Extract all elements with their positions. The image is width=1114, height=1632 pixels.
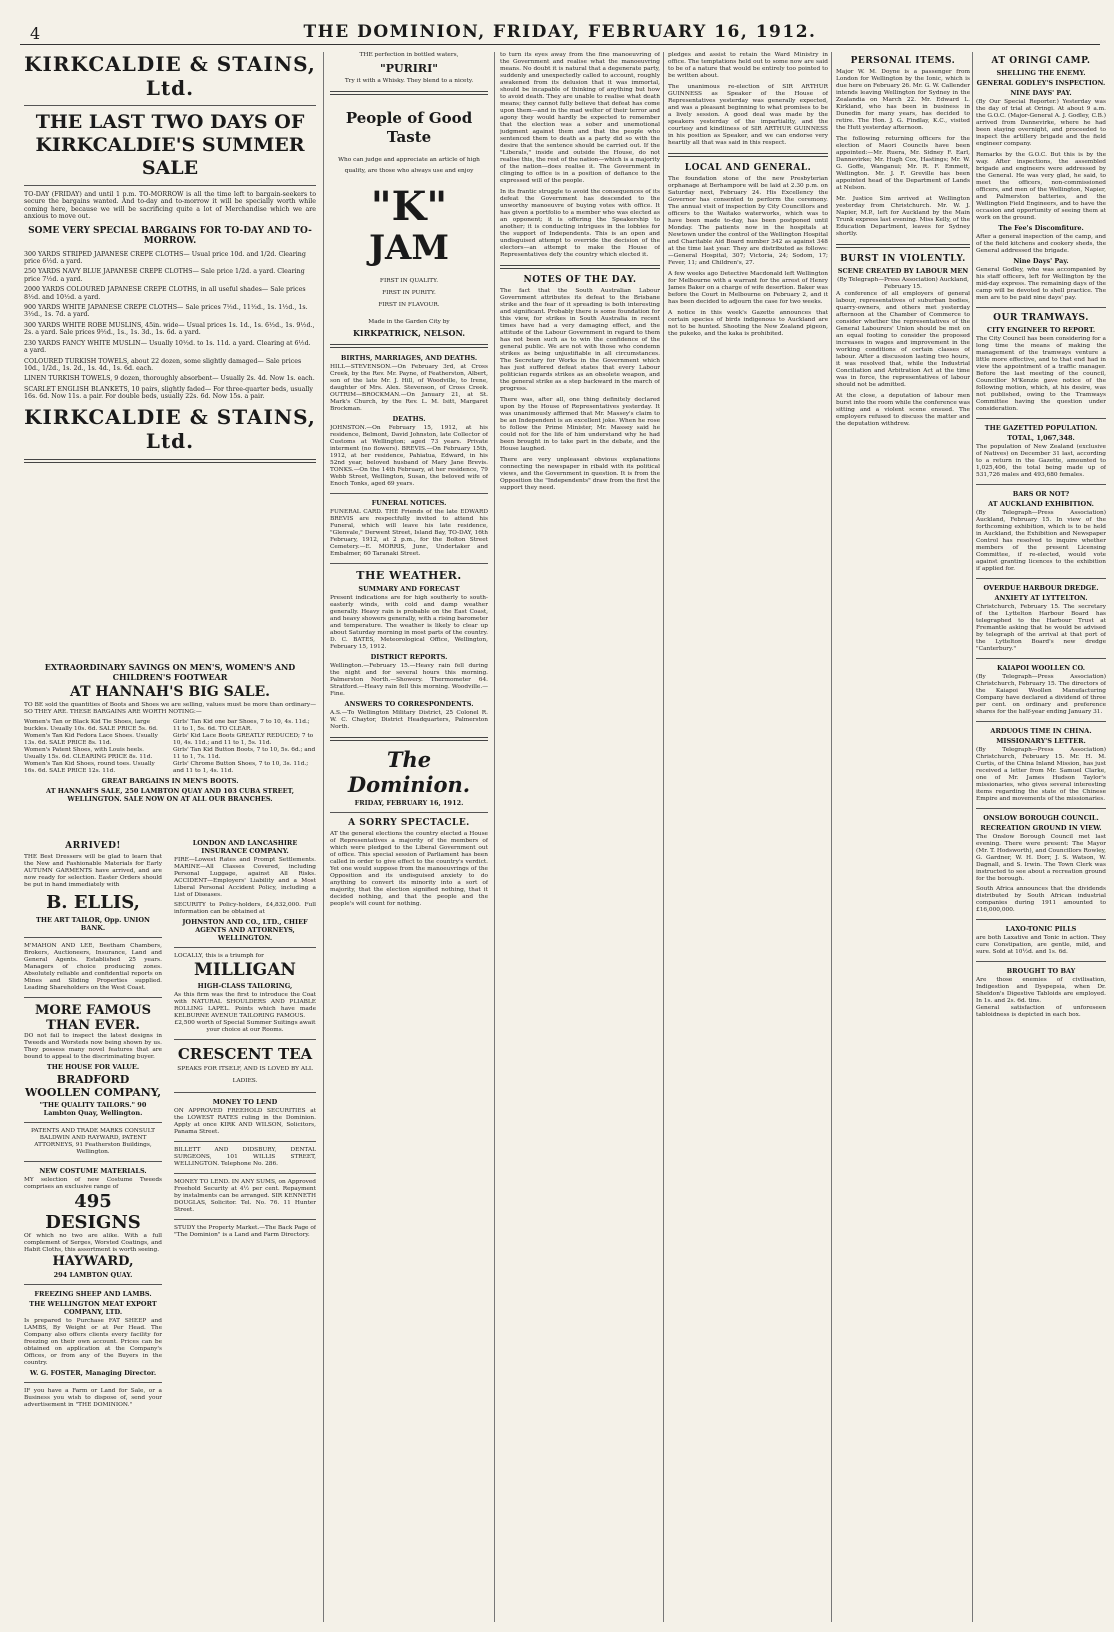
burst-subheading: SCENE CREATED BY LABOUR MEN xyxy=(837,267,969,275)
foster-signature: W. G. FOSTER, Managing Director. xyxy=(29,1369,157,1377)
brought-text: General satisfaction of unforeseen tabloidness is depicted in each box. xyxy=(976,1005,1106,1018)
bargain-item: LINEN TURKISH TOWELS, 9 dozen, thoroughly absorbent— Usually 2s. 4d. Now 1s. each. xyxy=(24,375,315,383)
weather-text: Present indications are for high southerly to south-easterly winds, with cold and damp weather generally. Heavy rain is probable on the East Coast, and heavy showers generally, with a rising barometer and temperature. The weather is likely to clear up about Saturday morning in most parts of the country. D. C. BATES, Meteorological Office, Wellington, February 15, 1912. xyxy=(330,595,488,650)
notes-tail: There are very unpleasant obvious explanations connecting the newspaper in ribald with its political views, and the Government in question. It is from the Opposition the "Independents" draw from the first the support they need. xyxy=(500,457,660,491)
house-for-value: THE HOUSE FOR VALUE. xyxy=(46,1063,140,1071)
divider xyxy=(174,1173,316,1174)
arrived-heading: ARRIVED! xyxy=(65,841,121,851)
first-list xyxy=(330,275,488,311)
local-heading: LOCAL AND GENERAL. xyxy=(684,163,812,173)
laxo-text: are both Laxative and Tonic in action. They cure Constipation, are gentle, mild, and sure. Sold at 10½d. and 1s. 6d. xyxy=(976,935,1106,955)
dredge-subheading: ANXIETY AT LYTTELTON. xyxy=(994,594,1088,602)
page-number: 4 xyxy=(30,24,41,43)
brought-heading: BROUGHT TO BAY xyxy=(1006,967,1076,975)
oringi-text: General Godley, who was accompanied by his staff officers, left for Wellington by the mid-day express. The remaining days of the camp will be devoted to shell practice. The men are to be paid nine days' pay. xyxy=(976,267,1106,301)
answers-text: A.S.—To Wellington Military District, 25 Colonel R. W. C. Chaytor, District Headquarters, Palmerston North. xyxy=(330,710,488,730)
hannah-price-lists xyxy=(24,719,316,775)
burst-text: A conference of all employers of general labour, representatives of suburban bodies, quarry-owners, and others met yesterday afternoon at the Chamber of Commerce to consider whether the representatives of the General Labourers' Union should be met on an equal footing to consider the proposed increases in wages and improvement in the working conditions of certain classes of labour. After a discussion lasting two hours, it was resolved that, while the Industrial Conciliation and Arbitration Act at the time was in force, the representatives of labour should not be admitted. xyxy=(836,291,970,388)
bargain-list xyxy=(24,251,316,401)
page-title: THE DOMINION, FRIDAY, FEBRUARY 16, 1912. xyxy=(303,22,817,42)
bargain-heading: SOME VERY SPECIAL BARGAINS FOR TO-DAY AND TO-MORROW. xyxy=(28,225,312,246)
mahon-lee-ad: M'MAHON AND LEE, Beetham Chambers, Brokers, Auctioneers, Insurance, Land and General Agents. Established 25 years. Managers of choice producing zones. Absolutely reliable and confidential reports on Mines and Sliding Properties supplied. Leading Shareholders on the West Coast. xyxy=(24,943,162,991)
divider xyxy=(174,947,316,948)
divider xyxy=(976,721,1106,722)
divider xyxy=(330,563,488,564)
meat-export-name: THE WELLINGTON MEAT EXPORT COMPANY, LTD. xyxy=(29,1300,157,1316)
africa-text: South Africa announces that the dividends distributed by South African industrial companies during 1911 amounted to £16,000,000. xyxy=(976,886,1106,913)
bargain-item: 230 YARDS FANCY WHITE MUSLIN— Usually 10½d. to 1s. 11d. a yard. Clearing at 6½d. a yard. xyxy=(24,339,311,355)
money-text: ON APPROVED FREEHOLD SECURITIES at the LOWEST RATES ruling in the Dominion. Apply at once KIRK AND WILSON, Solicitors, Panama Street. xyxy=(174,1108,316,1135)
divider xyxy=(836,244,970,248)
hannah-footer: AT HANNAH'S SALE, 250 LAMBTON QUAY AND 103 CUBA STREET, WELLINGTON. SALE NOW ON AT ALL OUR BRANCHES. xyxy=(46,787,294,803)
china-heading: ARDUOUS TIME IN CHINA. xyxy=(990,727,1092,735)
weather-heading: THE WEATHER. xyxy=(356,569,462,582)
masthead xyxy=(20,22,1100,45)
column-rule xyxy=(323,52,324,1622)
marriages-text: HILL—STEVENSON.—On February 3rd, at Cross Creek, by the Rev. Mr. Payne, of Featherston, Albert, son of the late Mr. J. Hill, of Woodville, to Irene, daughter of Mrs. Alex. Stevenson, of Cross Creek. OUTRIM—BROCKMAN.—On January 21, at St. Mark's Church, by the Rev. L. M. Isitt, Margaret Brockman. xyxy=(330,364,488,412)
answers-heading: ANSWERS TO CORRESPONDENTS. xyxy=(344,700,474,708)
column-advertisements xyxy=(24,52,316,1622)
more-famous-heading: MORE FAMOUS THAN EVER. xyxy=(35,1003,151,1033)
price-item: Women's Tan Kid Shoes, round toes. Usually 16s. 6d. SALE PRICE 12s. 11d. xyxy=(24,761,155,774)
gazetted-text: The population of New Zealand (exclusive of Natives) on December 31 last, according to a return in the Gazette, amounted to 1,025,406, the total being made up of 531,726 males and 493,680 females. xyxy=(976,444,1106,478)
divider xyxy=(24,1284,162,1285)
bargain-item: COLOURED TURKISH TOWELS, about 22 dozen, some slightly damaged— Sale prices 10d., 1/2d., 1s. 2d., 1s. 4d., 1s. 6d. each. xyxy=(24,357,302,372)
small-ads-right xyxy=(174,837,316,1239)
freezing-heading: FREEZING SHEEP AND LAMBS. xyxy=(34,1290,152,1298)
puriri-text: Try it with a Whisky. They blend to a nicety. xyxy=(344,78,474,84)
divider xyxy=(330,344,488,348)
fee-heading: The Fee's Discomfiture. xyxy=(998,224,1084,232)
burst-dateline: (By Telegraph—Press Association) Auckland, February 15. xyxy=(837,277,969,290)
designs-count: 495 DESIGNS xyxy=(45,1191,141,1233)
divider xyxy=(976,307,1106,308)
meat-export-text: Is prepared to Purchase FAT SHEEP and LAMBS, By Weight or at Per Head. The Company also offers clients every facility for freezing on their own account. Prices can be obtained on application at the Company's Offices, or from any of the Buyers in the country. xyxy=(24,1318,162,1366)
bargain-item: 2000 YARDS COLOURED JAPANESE CREPE CLOTHS, in all useful shades— Sale prices 8½d. and 10½d. a yard. xyxy=(24,286,306,301)
divider xyxy=(174,1141,316,1142)
bradford-name: BRADFORD WOOLLEN COMPANY, xyxy=(24,1073,162,1099)
notes-heading: NOTES OF THE DAY. xyxy=(523,275,637,285)
taste-heading: People of Good Taste xyxy=(345,109,473,146)
editorial-paragraph: In its frantic struggle to avoid the consequences of its defeat the Government has descended to the unworthy manoeuvre of buying votes with office. It has given a portfolio to a member who was elected as an opponent; it is offering the Speakership to another; it is conducting intrigues in the lobbies for the support of Independents. This is an open and undisguised attempt to override the decision of the electors—an attempt to make the House of Representatives defy the country which elected it. xyxy=(500,189,660,258)
milligan-name: MILLIGAN xyxy=(194,960,296,980)
column-local-news xyxy=(668,52,828,1622)
sorry-text: AT the general elections the country elected a House of Representatives a majority of the members of which were pledged to the Liberal Government out of office. This special session of Parliament has been called in order to give effect to the country's verdict. Yet one would suppose from the manoeuvrings of the Opposition and its undisguised anxiety to do anything to convert its minority into a sort of majority, that the election signified nothing, that it decided nothing, and that the people and the people's will count for nothing. xyxy=(330,831,488,907)
farm-for-sale-ad: IF you have a Farm or Land for Sale, or a Business you wish to dispose of, send your advertisement in "THE DOMINION." xyxy=(24,1388,162,1408)
divider xyxy=(976,961,1106,962)
sale-headline: THE LAST TWO DAYS OF KIRKCALDIE'S SUMMER SALE xyxy=(35,111,305,179)
first-item: FIRST IN PURITY. xyxy=(382,290,436,296)
arrived-text: THE Best Dressers will be glad to learn that the New and Fashionable Materials for Early AUTUMN GARMENTS have arrived, and are now ready for selection. Easter Orders should be put in hand immediately with xyxy=(24,854,162,888)
sale-intro: TO-DAY (FRIDAY) and until 1 p.m. TO-MORROW is all the time left to bargain-seekers to secure the bargains wanted. And to-day and to-morrow it will be specially worth while coming here, because we will be sacrificing quite a lot of Merchandise which we are anxious to move out. xyxy=(24,191,316,221)
divider xyxy=(976,484,1106,485)
china-text: (By Telegraph—Press Association) Christchurch, February 15. Mr. H. M. Curtis, of the China Inland Mission, has just received a letter from Mr. Samuel Clarke, one of Mr. James Hudson Taylor's missionaries, who gives several interesting items regarding the state of the Chinese Empire and movements of the missionaries. xyxy=(976,747,1106,802)
deaths-heading: DEATHS. xyxy=(392,415,426,423)
milligan-sub: HIGH-CLASS TAILORING, xyxy=(197,982,293,990)
ellis-address: THE ART TAILOR, Opp. UNION BANK. xyxy=(36,916,150,932)
column-personal xyxy=(836,52,970,1622)
column-news-right xyxy=(976,52,1106,1622)
hayward-name: HAYWARD, xyxy=(52,1254,134,1269)
column-editorial-left xyxy=(330,52,488,1622)
ellis-name: B. ELLIS, xyxy=(46,892,140,913)
divider xyxy=(976,418,1106,419)
designs-text: Of which no two are alike. With a full complement of Serges, Worsted Coatings, and Habit Cloths, this assortment is worth seeing. xyxy=(24,1233,162,1253)
divider xyxy=(976,578,1106,579)
ad-firm-name: KIRKCALDIE & STAINS, Ltd. xyxy=(24,404,316,453)
divider xyxy=(976,808,1106,809)
onslow-subheading: RECREATION GROUND IN VIEW. xyxy=(980,824,1102,832)
district-heading: DISTRICT REPORTS. xyxy=(370,653,448,661)
jam-brand: JAM xyxy=(368,228,450,268)
divider xyxy=(174,1092,316,1093)
local-text: The foundation stone of the new Presbyterian orphanage at Berhampore will be laid at 2.30 p.m. on Saturday next, February 24. His Excellency the Governor has consented to perform the ceremony. The annual visit of inspection by City Councillors and officers to the Waitako waterworks, which was to have been made to-day, has been postponed until Monday. The patients now in the hospitals at Newtown under the control of the Wellington Hospital and Charitable Aid Board number 342 as against 348 at the time last year. They are distributed as follows:—General Hospital, 307; Victoria, 24; Sodom, 17; Fever, 11; and Children's, 27. xyxy=(668,176,828,266)
johnston-agents: JOHNSTON AND CO., LTD., CHIEF AGENTS AND ATTORNEYS, WELLINGTON. xyxy=(182,918,308,942)
milligan-top: LOCALLY, this is a triumph for xyxy=(174,953,264,959)
hannah-advertisement xyxy=(24,662,316,805)
oringi-text: (By Our Special Reporter.) Yesterday was the day of trial at Oringi. At about 9 a.m. the G.O.C. (Major-General A. J. Godley, C.B.) arrived from Dannevirke, where he had been staying overnight, and proceeded to inspect the artillery brigade and the field engineer company. xyxy=(976,99,1106,147)
price-item: Women's Tan or Black Kid Tie Shoes, large buckles. Usually 10s. 6d. SALE PRICE 5s. 6d. xyxy=(24,719,158,732)
divider xyxy=(330,91,488,95)
personal-heading: PERSONAL ITEMS. xyxy=(850,56,956,66)
weather-subheading: SUMMARY AND FORECAST xyxy=(358,585,460,593)
fee-text: After a general inspection of the camp, and of the field kitchens and cookery sheds, the General addressed the brigade. xyxy=(976,234,1106,254)
oringi-text: Remarks by the G.O.C. But this is by the way. After inspections, the assembled brigade and engineers were addressed by the General. He was very glad, he said, to meet the officers, non-commissioned officers, and men of the Wellington, Napier, and Palmerston batteries, and the Wellington Field Engineers, and to have the occasion and opportunity of seeing them at work on the ground. xyxy=(976,152,1106,221)
divider xyxy=(500,265,660,269)
bargain-item: 250 YARDS NAVY BLUE JAPANESE CREPE CLOTHS— Sale price 1/2d. a yard. Clearing price 7½d. a yard. xyxy=(24,268,305,283)
crescent-tea-name: CRESCENT TEA xyxy=(177,1045,313,1063)
dominion-logo: The Dominion. xyxy=(347,747,471,797)
money-heading: MONEY TO LEND xyxy=(212,1098,278,1106)
bars-text: (By Telegraph—Press Association) Auckland, February 15. In view of the forthcoming exhibition, which is to be held in Auckland, the Exhibition and Newspaper Control has resolved to inquire whether members of the present Licensing Committee, if re-elected, would vote against granting licences to the exhibition if applied for. xyxy=(976,510,1106,572)
bargain-item: 300 YARDS WHITE ROBE MUSLINS, 45in. wide— Usual prices 1s. 1d., 1s. 6½d., 1s. 9½d., 2s. a yard. Sale prices 9½d., 1s., 1s. 3d., 1s. 6d. a yard. xyxy=(24,321,315,337)
crescent-tea-text: SPEAKS FOR ITSELF, AND IS LOVED BY ALL LADIES. xyxy=(177,1066,313,1084)
tramways-heading: OUR TRAMWAYS. xyxy=(993,313,1089,323)
divider xyxy=(174,1039,316,1040)
divider xyxy=(174,1219,316,1220)
column-rule xyxy=(972,52,973,1622)
deaths-text: JOHNSTON.—On February 15, 1912, at his residence, Belmont, David Johnston, late Collector of Customs at Wellington; aged 73 years. Private interment (no flowers). BREVIS.—On February 15th, 1912, at her residence, Pahiatua, Edward, in his 52nd year, beloved husband of Mary Jane Brevis. TONKS.—On the 14th February, at her residence, 79 Webb Street, Wellington, Susan, the beloved wife of Enoch Tonks, aged 69 years. xyxy=(330,425,488,487)
column-editorial-middle xyxy=(500,52,660,1622)
tramways-subheading: CITY ENGINEER TO REPORT. xyxy=(986,326,1096,334)
personal-text: Mr. Justice Sim arrived at Wellington yesterday from Christchurch. Mr. W. J. Napier, M.P., left for Auckland by the Main Trunk express last evening. Miss Kelly, of the Education Department, leaves for Sydney shortly. xyxy=(836,196,970,237)
hannah-women-list xyxy=(24,719,167,775)
study-ad: STUDY the Property Market.—The Back Page of "The Dominion" is a Land and Farm Directory. xyxy=(174,1225,316,1238)
divider xyxy=(976,919,1106,920)
divider xyxy=(24,997,162,998)
bargain-item: 900 YARDS WHITE JAPANESE CREPE CLOTHS— Sale prices 7½d., 11½d., 1s. 1½d., 1s. 3½d., 1s. 7d. a yard. xyxy=(24,304,308,319)
tramways-text: The City Council has been considering for a long time the means of making the management of the tramways venture a little more effective, and to that end had in view the appointment of a traffic manager. Before the last meeting of the council, Councillor M'Kenzie gave notice of the following motion, which, at his desire, was not published, owing to the Tramways Committee having the question under consideration. xyxy=(976,336,1106,412)
brought-text: Are those enemies of civilisation, Indigestion and Dyspepsia, when Dr. Sheldon's Digestive Tabloids are employed. In 1s. and 2s. 6d. tins. xyxy=(976,977,1106,1004)
gazetted-heading: THE GAZETTED POPULATION. xyxy=(984,424,1098,432)
milligan-footer: £2,500 worth of Special Summer Suitings await your choice at our Rooms. xyxy=(174,1020,316,1033)
hayward-address: 294 LAMBTON QUAY. xyxy=(53,1271,133,1279)
dredge-heading: OVERDUE HARBOUR DREDGE. xyxy=(983,584,1099,592)
price-item: Women's Tan Kid Fedora Lace Shoes. Usually 13s. 6d. SALE PRICE 8s. 11d. xyxy=(24,733,158,746)
burst-heading: BURST IN VIOLENTLY. xyxy=(840,254,966,264)
local-text: A few weeks ago Detective Macdonald left Wellington for Melbourne with a warrant for the arrest of Henry James Baker on a charge of wife desertion. Baker was before the Court in Melbourne on February 2, and it has been decided to adjourn the case for two weeks. xyxy=(668,271,828,305)
editorial-paragraph: to turn its eyes away from the fine manoeuvring of the Government and realise what the manoeuvring means. No doubt it is natural that a degenerate party, suddenly and unexpectedly called to account, roughly awakened from its delusion that it was immortal, should be incapable of thinking of anything but how to avoid death. They are unable to realise what death means; they cannot fully believe that defeat has come upon them—and in the mad welter of their terror and agony they would hardly be expected to remember that the election was a sober and unemotional judgment against them and that the people who sentenced them to death as a party did so with the desire that the sentence should be carried out. If the "Liberals," inside and outside the House, do not realise this, the rest of the nation—which is a majority of the nation—does realise it. The Government in clinging to office is in a position of defiance to the expressed will of the people. xyxy=(500,52,660,184)
divider xyxy=(330,812,488,813)
column-rule xyxy=(494,52,495,1622)
price-item: Girls' Tan Kid one bar Shoes, 7 to 10, 4s. 11d.; 11 to 1, 5s. 6d. TO CLEAR. xyxy=(173,719,310,732)
nine-days-heading: NINE DAYS' PAY. xyxy=(1010,89,1072,97)
london-lancashire-heading: LONDON AND LANCASHIRE INSURANCE COMPANY. xyxy=(192,839,298,855)
price-item: Girls' Tan Kid Button Boots, 7 to 10, 5s. 6d.; and 11 to 1, 7s. 11d. xyxy=(173,747,316,760)
sorry-heading: A SORRY SPECTACLE. xyxy=(348,818,470,828)
kaiapoi-text: (By Telegraph—Press Association) Christchurch, February 15. The directors of the Kaiapoi Woollen Manufacturing Company have declared a dividend of three per cent. on ordinary and preference shares for the half-year ending January 31. xyxy=(976,674,1106,715)
divider xyxy=(24,1122,162,1123)
funeral-heading: FUNERAL NOTICES. xyxy=(371,499,447,507)
divider xyxy=(24,1382,162,1383)
ad-firm-name: KIRKCALDIE & STAINS, Ltd. xyxy=(24,52,316,100)
dominion-date: FRIDAY, FEBRUARY 16, 1912. xyxy=(354,799,464,807)
gazetted-total: TOTAL, 1,067,348. xyxy=(1007,434,1075,442)
bars-heading: BARS OR NOT? xyxy=(1012,490,1070,498)
divider xyxy=(24,185,316,186)
funeral-text: FUNERAL CARD. THE Friends of the late EDWARD BREVIS are respectfully invited to attend his Funeral, which will leave his late residence, "Glenvale," Derwent Street, Island Bay, TO-DAY, 16th February, 1912, at 2 p.m., for the Bolton Street Cemetery.—E. MORRIS, Junr., Undertaker and Embalmer, 60 Taranaki Street. xyxy=(330,509,488,557)
bargain-item: SCARLET ENGLISH BLANKETS, 10 pairs, slightly faded— For three-quarter beds, usually 16s. 6d. Now 11s. a pair. For double beds, usually 22s. 6d. Now 15s. a pair. xyxy=(24,385,313,401)
oringi-subheading: SHELLING THE ENEMY. xyxy=(996,69,1086,77)
notes-text: The fact that the South Australian Labour Government attributes its defeat to the Brisbane strike and the fear of it spreading is both interesting and significant. Probably there is some foundation for this view, for strikes in South Australia in recent times have had a very damaging effect, and the attitude of the Labour Government in regard to them has not been such as to win the confidence of the general public. We are not with those who condemn strikes as being unjustifiable in all circumstances. The Secretary for Works in the Government which has just suffered defeat states that every Labour politician regards strikes as an obsolete weapon, and the general strike as a step backward in the march of progress. xyxy=(500,288,660,392)
price-item: Girls' Chrome Button Shoes, 7 to 10, 3s. 11d.; and 11 to 1, 4s. 11d. xyxy=(173,761,309,774)
dentist-ad: BILLETT AND DIDSBURY, DENTAL SURGEONS, 101 WILLIS STREET, WELLINGTON. Telephone No. 286. xyxy=(174,1147,316,1167)
divider xyxy=(24,105,316,106)
kaiapoi-heading: KAIAPOI WOOLLEN CO. xyxy=(996,664,1085,672)
patents-ad: PATENTS AND TRADE MARKS CONSULT BALDWIN AND RAYWARD, PATENT ATTORNEYS, 91 Featherston Buildings, Wellington. xyxy=(31,1128,155,1155)
personal-text: Major W. M. Doyne is a passenger from London for Wellington by the Ionic, which is due here on February 26. Mr. G. W. Callender intends leaving Wellington for Sydney in the Zealandia on March 22. Mr. Edward L. Kirkland, who has been in business in Dunedin for many years, has decided to retire. The Hon. J. G. Findlay, K.C., visited the Hutt yesterday afternoon. xyxy=(836,69,970,131)
puriri-top: THE perfection in bottled waters, xyxy=(359,52,459,58)
divider xyxy=(668,153,828,157)
bargain-item: 300 YARDS STRIPED JAPANESE CREPE CLOTHS— Usual price 10d. and 1/2d. Clearing price 6½d. a yard. xyxy=(24,250,306,266)
lend-ad: MONEY TO LEND. IN ANY SUMS, on Approved Freehold Security at 4½ per cent. Repayment by instalments can be arranged. SIR KENNETH DOUGLAS, Solicitor. Tel. No. 76. 11 Hunter Street. xyxy=(174,1179,316,1213)
first-item: FIRST IN FLAVOUR. xyxy=(378,302,440,308)
costume-heading: NEW COSTUME MATERIALS. xyxy=(39,1167,147,1175)
oringi-heading: AT ORINGI CAMP. xyxy=(991,56,1091,66)
milligan-text: As this firm was the first to introduce the Coat with NATURAL SHOULDERS AND PLIABLE ROLLING LAPEL. Points which have made KELBURNE AVENUE TAILORING FAMOUS. xyxy=(174,992,316,1019)
hannah-girls-list xyxy=(173,719,316,775)
laxo-heading: LAXO-TONIC PILLS xyxy=(1005,925,1077,933)
onslow-heading: ONSLOW BOROUGH COUNCIL. xyxy=(983,814,1099,822)
bmd-heading: BIRTHS, MARRIAGES, AND DEATHS. xyxy=(340,354,478,362)
divider xyxy=(330,737,488,741)
price-item: Women's Patent Shoes, with Louis heels. Usually 15s. 6d. CLEARING PRICE 8s. 11d. xyxy=(24,747,153,760)
hannah-text: TO BE sold the quantities of Boots and Shoes we are selling, values must be more than ordinary—SO THEY ARE. THESE BARGAINS ARE WORTH NOTING:— xyxy=(24,702,316,715)
kirkpatrick-name: KIRKPATRICK, NELSON. xyxy=(352,328,466,338)
district-text: Wellington.—February 15.—Heavy rain fell during the night and for several hours this morning. Palmerston North.—Showery. Thermometer 64. Stratford.—Heavy rain fell this morning. Woodville.—Fine. xyxy=(330,663,488,697)
made-in: Made in the Garden City by xyxy=(368,319,450,325)
burst-text: At the close, a deputation of labour men burst into the room while the conference was sitting and a violent scene ensued. The employers refused to discuss the matter and the deputation withdrew. xyxy=(836,393,970,427)
hannah-mens-boots: GREAT BARGAINS IN MEN'S BOOTS. xyxy=(101,777,239,785)
london-lancashire-text: FIRE—Lowest Rates and Prompt Settlements. MARINE—All Classes Covered, including Personal Luggage, against All Risks. ACCIDENT—Employers' Liability and a Most Liberal Personal Accident Policy, including a List of Diseases. xyxy=(174,857,316,898)
bradford-address: "THE QUALITY TAILORS." 90 Lambton Quay, Wellington. xyxy=(39,1101,147,1117)
notes-tail: There was, after all, one thing definitely declared upon by the House of Representatives yesterday. It was unanimously affirmed that Mr. Massey's claim to be an Independent is an excellent joke. When he rose to follow the Prime Minister, Mr. Massey said he could not for the life of him understand why he had been brought in to take part in the debate, and the House laughed. xyxy=(500,397,660,452)
column-rule xyxy=(663,52,664,1622)
personal-text: The following returning officers for the election of Maori Councils have been appointed:—Mr. Ruera, Mr. Sidney F. Earl, Dannevirke; Mr. Hugh Cox, Hastings; Mr. W. G. Goffe, Wanganui; Mr. R. F. Emmett, Wellington. Mr. J. F. Greville has been appointed head of the Department of Lands at Nelson. xyxy=(836,136,970,191)
china-subheading: MISSIONARY'S LETTER. xyxy=(996,737,1086,745)
costume-text: MY selection of new Costume Tweeds comprises an exclusive range of xyxy=(24,1177,162,1190)
taste-text: Who can judge and appreciate an article of high quality, are those who always use and enjoy xyxy=(338,157,480,174)
editorial-paragraph: The unanimous re-election of SIR ARTHUR GUINNESS as Speaker of the House of Representatives yesterday was generally expected, and was a pleasant beginning to what promises to be a lively session. A good deal was made by the speakers yesterday of the impartiality, and the courtesy and kindliness of SIR ARTHUR GUINNESS in his position as Speaker, and we can endorse very heartily all that was said in this respect. xyxy=(668,84,828,146)
divider xyxy=(976,658,1106,659)
small-ads-left xyxy=(24,837,162,1409)
divider xyxy=(24,1161,162,1162)
first-item: FIRST IN QUALITY. xyxy=(379,278,439,284)
local-text: A notice in this week's Gazette announces that certain species of birds indigenous to Auckland are not to be hunted. Shooting the New Zealand pigeon, the pukeko, and the kaka is prohibited. xyxy=(668,310,828,337)
editorial-paragraph: pledges and assist to retain the Ward Ministry in office. The temptations held out to some now are said to be of a nature that would be entirely too pointed to be written about. xyxy=(668,52,828,79)
nine-days-pay-heading: Nine Days' Pay. xyxy=(1013,257,1069,265)
security-text: SECURITY to Policy-holders, £4,832,000. Full information can be obtained at xyxy=(174,902,316,915)
famous-text: DO not fail to inspect the latest designs in Tweeds and Worsteds now being shown by us. They possess many novel features that are bound to appeal to the discriminating buyer. xyxy=(24,1033,162,1060)
price-item: Girls' Kid Lace Boots GREATLY REDUCED; 7 to 10, 4s. 11d.; and 11 to 1, 5s. 11d. xyxy=(173,733,314,746)
puriri-name: "PURIRI" xyxy=(380,62,438,75)
onslow-text: The Onslow Borough Council met last evening. There were present: The Mayor (Mr. T. Hodsworth), and Councillors Rowley, G. Gardner, W. H. Dorr, J. S. Watson, W. Dagnall, and S. Irwin. The Town Clerk was instructed to see about a recreation ground for the borough. xyxy=(976,834,1106,882)
dredge-text: Christchurch, February 15. The secretary of the Lyttelton Harbour Board has telegraphed to the Harbour Trust at Fremantle asking that he would be advised by telegraph of the arrival at that port of the Lyttelton Board's new dredge "Canterbury." xyxy=(976,604,1106,652)
k-brand: "K" xyxy=(370,183,448,230)
divider xyxy=(24,459,316,463)
hannah-kicker: EXTRAORDINARY SAVINGS ON MEN'S, WOMEN'S AND CHILDREN'S FOOTWEAR xyxy=(44,662,296,682)
bars-subheading: AT AUCKLAND EXHIBITION. xyxy=(988,500,1094,508)
godley-heading: GENERAL GODLEY'S INSPECTION. xyxy=(976,79,1106,87)
hannah-heading: AT HANNAH'S BIG SALE. xyxy=(69,684,270,700)
divider xyxy=(330,493,488,494)
column-rule xyxy=(831,52,832,1622)
divider xyxy=(24,937,162,938)
